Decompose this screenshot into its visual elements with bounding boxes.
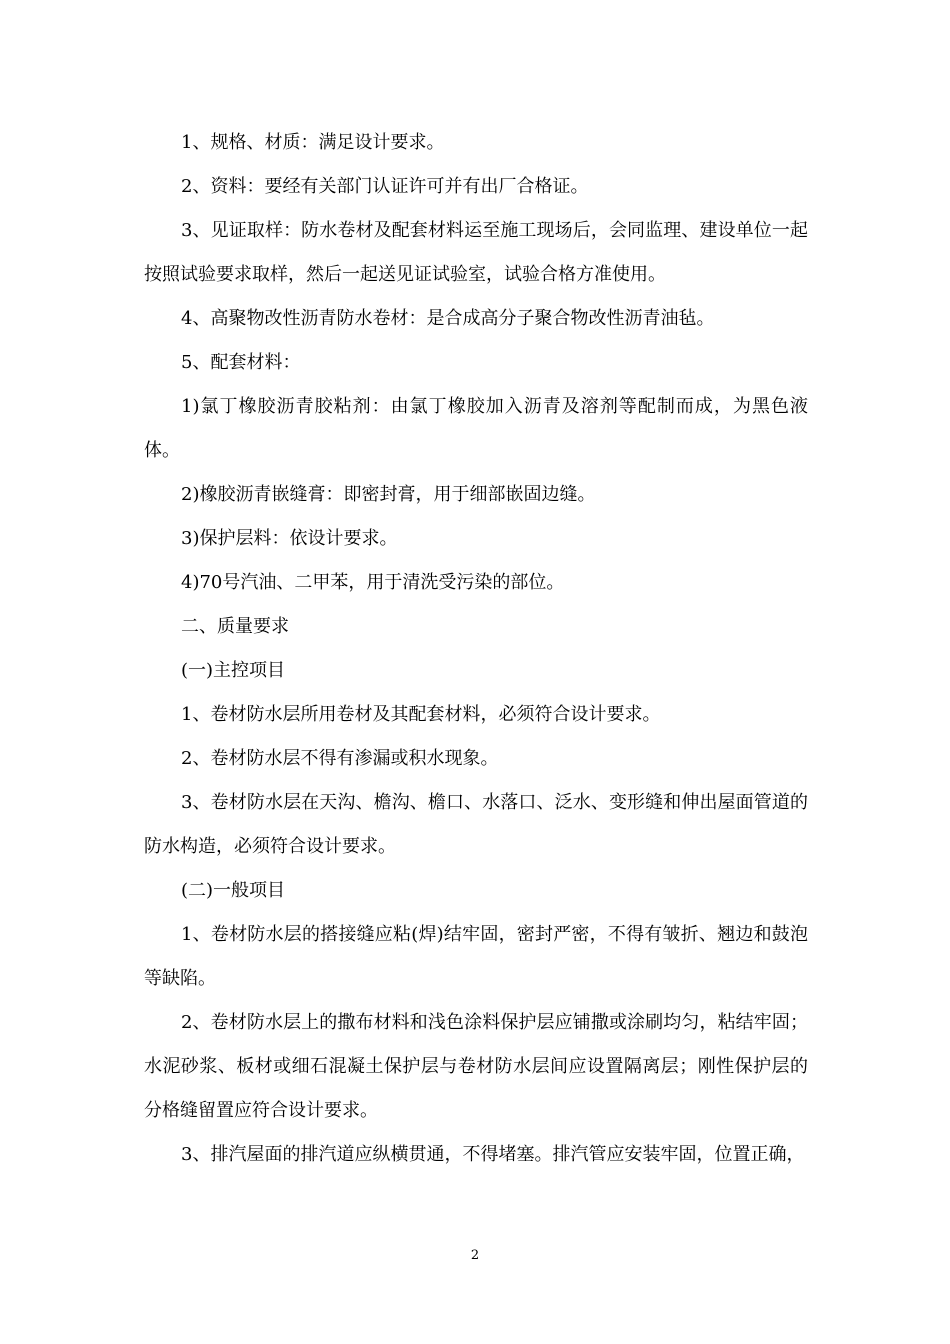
paragraph: 2、卷材防水层上的撒布材料和浅色涂料保护层应铺撒或涂刷均匀，粘结牢固；水泥砂浆、板材或细石混凝土保护层与卷材防水层间应设置隔离层；刚性保护层的分格缝留置应符合设计要求。 bbox=[144, 1012, 808, 1121]
paragraph: 2、资料：要经有关部门认证许可并有出厂合格证。 bbox=[181, 176, 589, 197]
paragraph: 1、卷材防水层所用卷材及其配套材料，必须符合设计要求。 bbox=[181, 704, 661, 725]
paragraph: 2、卷材防水层不得有渗漏或积水现象。 bbox=[181, 748, 499, 769]
paragraph: 3、见证取样：防水卷材及配套材料运至施工现场后，会同监理、建设单位一起按照试验要求取样，然后一起送见证试验室，试验合格方准使用。 bbox=[144, 220, 808, 285]
page-number: 2 bbox=[470, 1248, 480, 1263]
paragraph: 1、规格、材质：满足设计要求。 bbox=[181, 132, 445, 153]
paragraph: 1)氯丁橡胶沥青胶粘剂：由氯丁橡胶加入沥青及溶剂等配制而成，为黑色液体。 bbox=[144, 396, 808, 461]
paragraph: 4)70号汽油、二甲苯，用于清洗受污染的部位。 bbox=[181, 572, 565, 593]
paragraph: 2)橡胶沥青嵌缝膏：即密封膏，用于细部嵌固边缝。 bbox=[181, 484, 596, 505]
paragraph: 3)保护层料：依设计要求。 bbox=[181, 528, 398, 549]
paragraph: 3、排汽屋面的排汽道应纵横贯通，不得堵塞。排汽管应安装牢固，位置正确， bbox=[181, 1144, 805, 1165]
subsection-heading: (一)主控项目 bbox=[181, 660, 286, 681]
section-heading: 二、质量要求 bbox=[181, 616, 289, 637]
paragraph: 3、卷材防水层在天沟、檐沟、檐口、水落口、泛水、变形缝和伸出屋面管道的防水构造，必须符合设计要求。 bbox=[144, 792, 808, 857]
paragraph: 1、卷材防水层的搭接缝应粘(焊)结牢固，密封严密，不得有皱折、翘边和鼓泡等缺陷。 bbox=[144, 924, 808, 989]
paragraph: 4、高聚物改性沥青防水卷材：是合成高分子聚合物改性沥青油毡。 bbox=[181, 308, 715, 329]
subsection-heading: (二)一般项目 bbox=[181, 880, 286, 901]
paragraph: 5、配套材料： bbox=[181, 352, 301, 373]
document-body bbox=[144, 121, 808, 1177]
